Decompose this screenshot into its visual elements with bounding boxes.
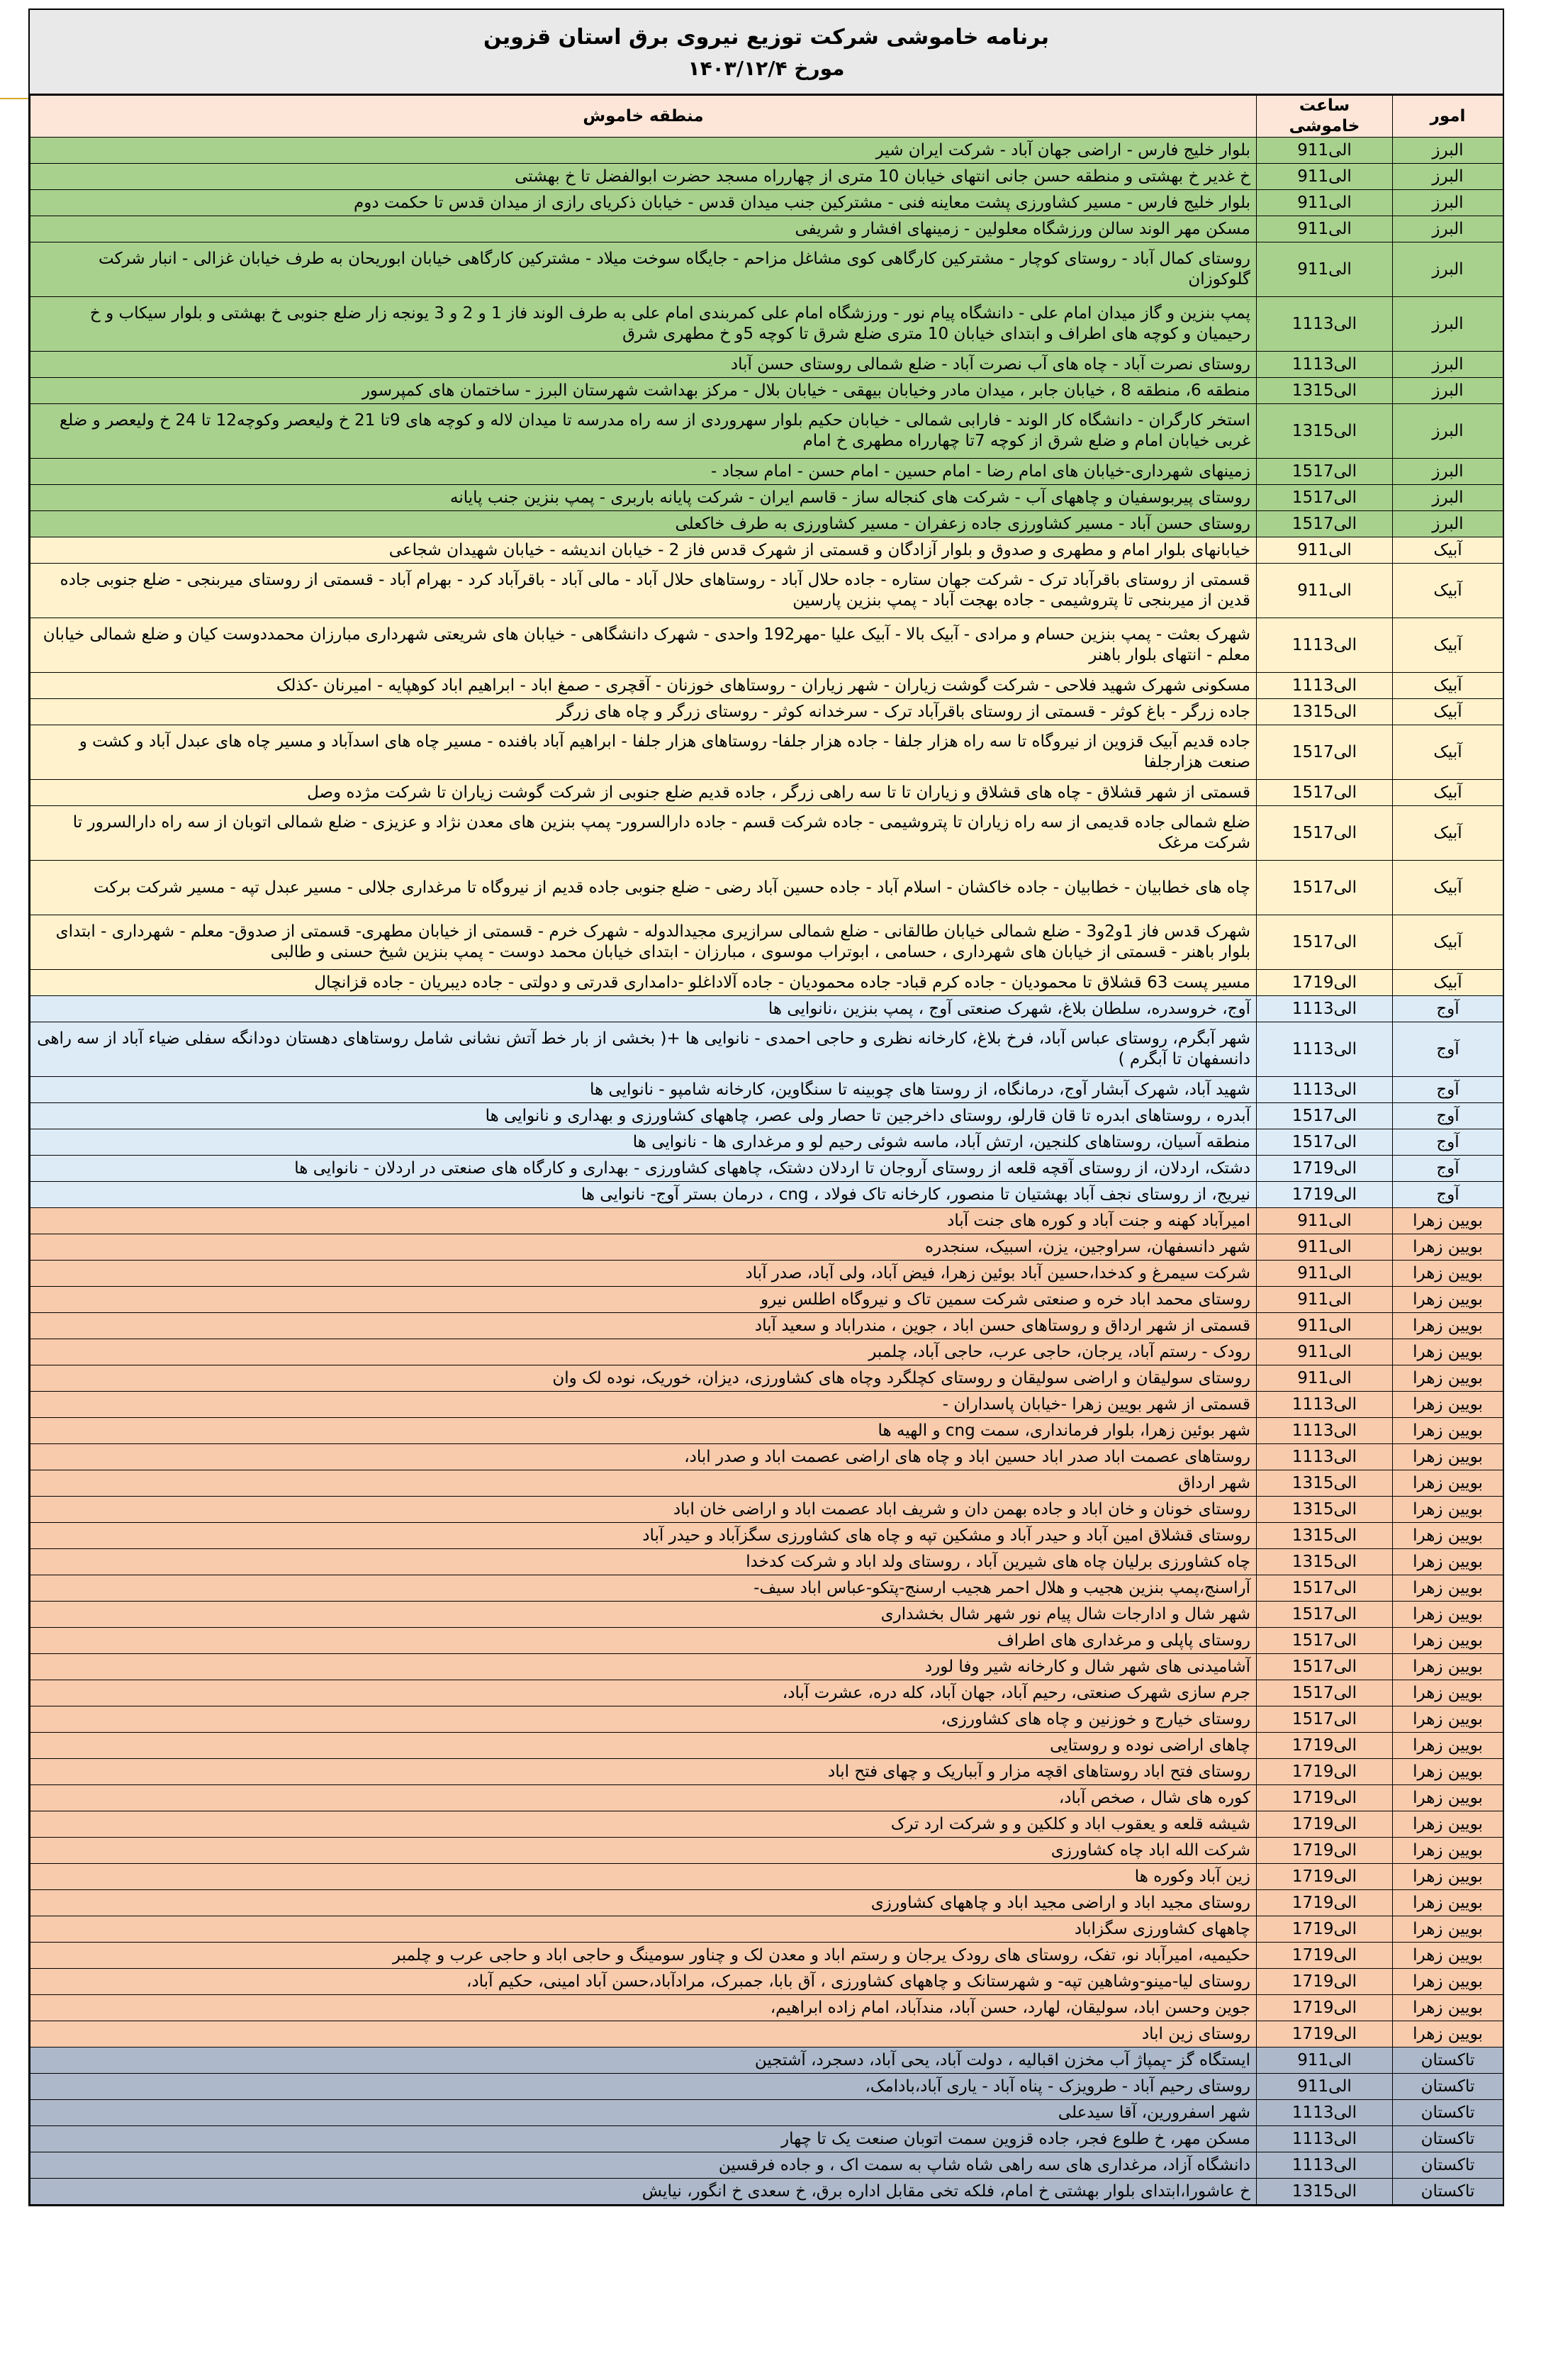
cell-time: 13الی15 [1257,378,1393,404]
table-row [30,1654,1503,1680]
cell-region: بویین زهرا [1393,1392,1503,1418]
table-row [30,618,1503,673]
cell-region: بویین زهرا [1393,1969,1503,1995]
cell-time: 17الی19 [1257,2021,1393,2047]
cell-time: 9الی11 [1257,2047,1393,2074]
cell-region: بویین زهرا [1393,1838,1503,1864]
cell-time: 13الی15 [1257,699,1393,725]
cell-time: 11الی13 [1257,618,1393,673]
cell-area: دشتک، اردلان، از روستای آقچه قلعه از روستای آروجان تا اردلان دشتک، چاههای کشاورزی - بهداری و کارگاه های صنعتی در اردلان - نانوایی ها [30,1156,1257,1182]
table-row [30,1261,1503,1287]
cell-area: روستای زین اباد [30,2021,1257,2047]
table-row [30,2100,1503,2126]
table-row [30,1838,1503,1864]
cell-area: روستای رحیم آباد - طرویزک - پناه آباد - یاری آباد،بادامک، [30,2074,1257,2100]
table-row [30,1706,1503,1733]
cell-area: چاه کشاورزی برلیان چاه های شیرین آباد ، روستای ولد اباد و شرکت کدخدا [30,1549,1257,1575]
cell-region: بویین زهرا [1393,1811,1503,1838]
cell-area: شهر ارداق [30,1470,1257,1497]
cell-time: 9الی11 [1257,1313,1393,1339]
cell-area: مسکن مهر الوند سالن ورزشگاه معلولین - زمینهای افشار و شریفی [30,216,1257,242]
cell-area: روستای خونان و خان اباد و جاده بهمن دان و شریف اباد عصمت اباد و اراضی خان اباد [30,1497,1257,1523]
cell-region: آبیک [1393,725,1503,780]
cell-region: آوج [1393,1077,1503,1103]
cell-region: البرز [1393,216,1503,242]
table-row [30,1234,1503,1261]
table-row [30,806,1503,861]
cell-time: 15الی17 [1257,725,1393,780]
schedule-document [28,9,1504,2206]
cell-time: 13الی15 [1257,2179,1393,2205]
cell-region: بویین زهرا [1393,2021,1503,2047]
cell-region: تاکستان [1393,2152,1503,2179]
cell-time: 17الی19 [1257,1759,1393,1785]
cell-region: البرز [1393,297,1503,352]
cell-time: 15الی17 [1257,1129,1393,1156]
cell-area: قسمتی از روستای باقرآباد ترک - شرکت جهان ستاره - جاده حلال آباد - روستاهای حلال آباد - مالی آباد - باقرآباد کرد - بهرام آباد - قسمتی از روستای میربنجی - ضلع جنوبی جاده قدین از میربنجی تا پتروشیمی - جاده بهجت آباد - پمپ بنزین پارسین [30,564,1257,618]
margin-line [0,98,28,99]
table-row [30,1995,1503,2021]
table-row [30,1523,1503,1549]
cell-region: آوج [1393,996,1503,1022]
cell-time: 15الی17 [1257,1602,1393,1628]
cell-region: بویین زهرا [1393,1733,1503,1759]
table-row [30,2021,1503,2047]
cell-region: بویین زهرا [1393,1995,1503,2021]
cell-region: آبیک [1393,970,1503,996]
cell-time: 17الی19 [1257,1969,1393,1995]
cell-region: البرز [1393,352,1503,378]
cell-time: 11الی13 [1257,2100,1393,2126]
page-date: مورخ ۱۴۰۳/۱۲/۴ [688,57,845,80]
table-row [30,2126,1503,2152]
table-row [30,1628,1503,1654]
cell-region: بویین زهرا [1393,1208,1503,1234]
cell-area: چاه های خطابیان - خطابیان - جاده خاکشان - اسلام آباد - جاده حسین آباد رضی - ضلع جنوبی جاده قدیم از نیروگاه تا مرغداری جلالی - مسیر عبدل تپه - مسیر شرکت برکت [30,861,1257,915]
cell-time: 15الی17 [1257,459,1393,485]
cell-time: 11الی13 [1257,2152,1393,2179]
table-row [30,537,1503,564]
cell-region: بویین زهرا [1393,1785,1503,1811]
cell-time: 15الی17 [1257,1628,1393,1654]
table-row [30,459,1503,485]
table-row [30,138,1503,164]
cell-time: 9الی11 [1257,216,1393,242]
cell-region: آوج [1393,1103,1503,1129]
cell-area: خ عاشورا،ابتدای بلوار بهشتی خ امام، فلکه تخی مقابل اداره برق، خ سعدی خ انگور، نیایش [30,2179,1257,2205]
cell-region: تاکستان [1393,2074,1503,2100]
table-row [30,1313,1503,1339]
cell-time: 9الی11 [1257,1287,1393,1313]
cell-region: البرز [1393,485,1503,511]
cell-region: البرز [1393,378,1503,404]
cell-area: شیشه قلعه و یعقوب اباد و کلکین و و شرکت ارد ترک [30,1811,1257,1838]
cell-time: 9الی11 [1257,190,1393,216]
cell-time: 9الی11 [1257,537,1393,564]
cell-region: تاکستان [1393,2126,1503,2152]
table-row [30,564,1503,618]
table-row [30,164,1503,190]
cell-area: مسکن مهر، خ طلوع فجر، جاده قزوین سمت اتوبان صنعت یک تا چهار [30,2126,1257,2152]
table-row [30,2047,1503,2074]
cell-time: 9الی11 [1257,1261,1393,1287]
cell-region: آوج [1393,1129,1503,1156]
cell-time: 9الی11 [1257,564,1393,618]
cell-time: 17الی19 [1257,1785,1393,1811]
table-row [30,1182,1503,1208]
cell-area: آبدره ، روستاهای ابدره تا قان قارلو، روستای داخرجین تا حصار ولی عصر، چاههای کشاورزی و بهداری و نانوایی ها [30,1103,1257,1129]
cell-time: 9الی11 [1257,1365,1393,1392]
table-row [30,378,1503,404]
table-row [30,1156,1503,1182]
cell-region: بویین زهرا [1393,1261,1503,1287]
table-row [30,1287,1503,1313]
cell-area: پمپ بنزین و گاز میدان امام علی - دانشگاه پیام نور - ورزشگاه امام علی کمربندی امام علی به طرف الوند فاز 1 و 2 و 3 یونجه زار ضلع جنوبی خ بهشتی و بلوار سیکاب و خ رحیمیان و کوچه های اطراف و ابتدای خیابان 10 متری ضلع شرق تا کوچه 5و خ مطهری شرق [30,297,1257,352]
cell-region: تاکستان [1393,2100,1503,2126]
cell-region: بویین زهرا [1393,1706,1503,1733]
cell-time: 15الی17 [1257,861,1393,915]
cell-time: 17الی19 [1257,1838,1393,1864]
cell-area: دانشگاه آزاد، مرغداری های سه راهی شاه شاپ به سمت اک ، و جاده فرقسین [30,2152,1257,2179]
table-row [30,1733,1503,1759]
cell-time: 17الی19 [1257,1733,1393,1759]
table-row [30,725,1503,780]
table-row [30,1497,1503,1523]
cell-region: آبیک [1393,699,1503,725]
cell-region: تاکستان [1393,2179,1503,2205]
cell-region: آبیک [1393,618,1503,673]
cell-time: 11الی13 [1257,1392,1393,1418]
cell-area: شهرک بعثت - پمپ بنزین حسام و مرادی - آبیک بالا - آبیک علیا -مهر192 واحدی - شهرک دانشگاهی - خیابان های شریعتی شهرداری مبارزان محمددوست کیان و ضلع شمالی خیابان معلم - انتهای بلوار باهنر [30,618,1257,673]
table-row [30,1890,1503,1916]
table-row [30,1392,1503,1418]
cell-area: روستای کمال آباد - روستای کوچار - مشترکین کارگاهی کوی مشاغل مزاحم - جایگاه سوخت میلاد - مشترکین کارگاهی خیابان ابوریحان به طرف خیابان غزالی - انبار شرکت گلوکوزان [30,242,1257,297]
cell-time: 15الی17 [1257,485,1393,511]
document-header [30,10,1503,95]
cell-area: کوره های شال ، صخص آباد، [30,1785,1257,1811]
cell-area: جوین وحسن اباد، سولیقان، لهارد، حسن آباد، مندآباد، امام زاده ابراهیم، [30,1995,1257,2021]
cell-area: بلوار خلیج فارس - مسیر کشاورزی پشت معاینه فنی - مشترکین جنب میدان قدس - خیابان ذکریای رازی از میدان قدس تا حکمت دوم [30,190,1257,216]
cell-region: بویین زهرا [1393,1890,1503,1916]
cell-area: شهر شال و ادارجات شال پیام نور شهر شال بخشداری [30,1602,1257,1628]
cell-time: 11الی13 [1257,2126,1393,2152]
cell-area: شهید آباد، شهرک آبشار آوج، درمانگاه، از روستا های چوبینه تا سنگاوین، کارخانه شامپو - نانوایی ها [30,1077,1257,1103]
cell-time: 15الی17 [1257,1103,1393,1129]
cell-area: خیابانهای بلوار امام و مطهری و صدوق و بلوار آزادگان و قسمتی از شهرک قدس فاز 2 - خیابان اندیشه - خیابان شهیدان شجاعی [30,537,1257,564]
header-region: امور [1393,96,1503,138]
cell-area: زمینهای شهرداری-خیابان های امام رضا - امام حسین - امام حسن - امام سجاد - [30,459,1257,485]
table-row [30,1575,1503,1602]
cell-area: رودک - رستم آباد، یرجان، حاجی عرب، حاجی آباد، چلمبر [30,1339,1257,1365]
cell-area: روستای حسن آباد - مسیر کشاورزی جاده زعفران - مسیر کشاورزی به طرف خاکعلی [30,511,1257,537]
cell-region: بویین زهرا [1393,1287,1503,1313]
table-row [30,1680,1503,1706]
cell-area: روستای مجید اباد و اراضی مجید اباد و چاههای کشاورزی [30,1890,1257,1916]
table-row [30,1339,1503,1365]
cell-region: بویین زهرا [1393,1602,1503,1628]
table-row [30,352,1503,378]
cell-time: 17الی19 [1257,1995,1393,2021]
table-row [30,699,1503,725]
table-row [30,970,1503,996]
cell-area: حکیمیه، امیرآباد نو، تفک، روستای های رودک یرجان و رستم اباد و معدن لک و چناور سومینگ و حاجی اباد و حاجی عرب و چلمبر [30,1943,1257,1969]
cell-region: بویین زهرا [1393,1628,1503,1654]
table-row [30,1022,1503,1077]
table-row [30,996,1503,1022]
cell-time: 11الی13 [1257,1077,1393,1103]
cell-region: البرز [1393,242,1503,297]
cell-time: 15الی17 [1257,1575,1393,1602]
cell-region: بویین زهرا [1393,1575,1503,1602]
cell-area: روستای فتح اباد روستاهای اقچه مزار و آبباریک و چهای فتح اباد [30,1759,1257,1785]
table-row [30,1470,1503,1497]
cell-area: قسمتی از شهر بویین زهرا -خیابان پاسداران - [30,1392,1257,1418]
table-row [30,1549,1503,1575]
cell-area: جاده قدیم آبیک قزوین از نیروگاه تا سه راه هزار جلفا - جاده هزار جلفا- روستاهای هزار جلفا - ابراهیم آباد بافنده - مسیر چاه های اسدآباد و مسیر چاه های عبدل آباد و کشت و صنعت هزارجلفا [30,725,1257,780]
cell-region: بویین زهرا [1393,1943,1503,1969]
cell-region: بویین زهرا [1393,1654,1503,1680]
cell-area: ایستگاه گز -پمپاژ آب مخزن اقبالیه ، دولت آباد، یحی آباد، دسجرد، آشتجین [30,2047,1257,2074]
cell-area: نیریج، از روستای نجف آباد بهشتیان تا منصور، کارخانه تاک فولاد ، cng ، درمان بستر آوج- نانوایی ها [30,1182,1257,1208]
cell-time: 13الی15 [1257,1549,1393,1575]
table-row [30,485,1503,511]
cell-time: 15الی17 [1257,780,1393,806]
cell-area: منطقه آسیان، روستاهای کلنجین، ارتش آباد، ماسه شوئی رحیم لو و مرغداری ها - نانوایی ها [30,1129,1257,1156]
cell-time: 15الی17 [1257,1680,1393,1706]
cell-area: مسیر پست 63 قشلاق تا محمودیان - جاده کرم قباد- جاده محمودیان - جاده آلاداغلو -دامداری قدرتی و دولتی - جاده دیبریان - جاده قزانچال [30,970,1257,996]
cell-area: روستای پاپلی و مرغداری های اطراف [30,1628,1257,1654]
cell-region: البرز [1393,511,1503,537]
table-row [30,190,1503,216]
cell-time: 9الی11 [1257,1208,1393,1234]
table-row [30,1864,1503,1890]
table-row [30,1418,1503,1444]
cell-area: قسمتی از شهر ارداق و روستاهای حسن اباد ، جوین ، مندراباد و سعید آباد [30,1313,1257,1339]
table-row [30,242,1503,297]
cell-time: 11الی13 [1257,1444,1393,1470]
cell-time: 9الی11 [1257,2074,1393,2100]
cell-area: شهرک قدس فاز 1و2و3 - ضلع شمالی خیابان طالقانی - ضلع شمالی سرازیری مجیدالدوله - شهرک خرم - قسمتی از خیابان مطهری- قسمتی از صدوق- معلم - شهرداری - ابتدای بلوار باهنر - قسمتی از خیابان های شهرداری ، حسامی ، ابوتراب موسوی ، مبارزان - ابتدای خیابان محمد دوست - پمپ بنزین شیخ حسنی و طالبی [30,915,1257,970]
cell-region: آبیک [1393,564,1503,618]
cell-area: روستاهای عصمت اباد صدر اباد حسین اباد و چاه های اراضی عصمت اباد و صدر اباد، [30,1444,1257,1470]
cell-time: 11الی13 [1257,352,1393,378]
cell-area: آوج، خروسدره، سلطان بلاغ، شهرک صنعتی آوج ، پمپ بنزین ،نانوایی ها [30,996,1257,1022]
cell-time: 11الی13 [1257,673,1393,699]
cell-area: شرکت الله اباد چاه کشاورزی [30,1838,1257,1864]
cell-region: بویین زهرا [1393,1234,1503,1261]
cell-region: آبیک [1393,806,1503,861]
table-row [30,1785,1503,1811]
cell-region: بویین زهرا [1393,1549,1503,1575]
cell-area: منطقه 6، منطقه 8 ، خیابان جابر ، میدان مادر وخیابان بیهقی - خیابان بلال - مرکز بهداشت شهرستان البرز - ساختمان های کمپرسور [30,378,1257,404]
cell-area: روستای نصرت آباد - چاه های آب نصرت آباد - ضلع شمالی روستای حسن آباد [30,352,1257,378]
cell-area: شهر دانسفهان، سراوجین، یزن، اسبیک، سنجدره [30,1234,1257,1261]
cell-region: البرز [1393,164,1503,190]
cell-region: تاکستان [1393,2047,1503,2074]
cell-region: بویین زهرا [1393,1864,1503,1890]
cell-area: آشامیدنی های شهر شال و کارخانه شیر وفا لورد [30,1654,1257,1680]
cell-time: 11الی13 [1257,297,1393,352]
cell-region: بویین زهرا [1393,1339,1503,1365]
cell-area: شهر آبگرم، روستای عباس آباد، فرخ بلاغ، کارخانه نظری و حاجی احمدی - نانوایی ها +( بخشی از بار خط آتش نشانی شامل روستاهای دهستان دودانگه سفلی ضیاء آباد از سه راهی دانسفهان تا آبگرم ) [30,1022,1257,1077]
table-row [30,1916,1503,1943]
table-row [30,404,1503,459]
cell-time: 9الی11 [1257,242,1393,297]
table-row [30,511,1503,537]
cell-time: 17الی19 [1257,1156,1393,1182]
cell-time: 17الی19 [1257,1916,1393,1943]
cell-region: آبیک [1393,673,1503,699]
cell-time: 15الی17 [1257,1654,1393,1680]
cell-region: آوج [1393,1022,1503,1077]
cell-area: مسکونی شهرک شهید فلاحی - شرکت گوشت زیاران - شهر زیاران - روستاهای خوزنان - آقچری - صمغ اباد - ابراهیم اباد کوهپایه - امیرنان -کذلک [30,673,1257,699]
table-row [30,1444,1503,1470]
cell-area: چاههای کشاورزی سگزاباد [30,1916,1257,1943]
cell-area: روستای محمد اباد خره و صنعتی شرکت سمین تاک و نیروگاه اطلس نیرو [30,1287,1257,1313]
cell-area: روستای قشلاق امین آباد و حیدر آباد و مشکین تپه و چاه های کشاورزی سگزآباد و حیدر آباد [30,1523,1257,1549]
cell-area: روستای لیا-مینو-وشاهین تپه- و شهرستانک و چاههای کشاورزی ، آق بابا، جمبرک، مرادآباد،حسن آباد امینی، حکیم آباد، [30,1969,1257,1995]
table-row [30,1208,1503,1234]
cell-time: 11الی13 [1257,1022,1393,1077]
cell-area: استخر کارگران - دانشگاه کار الوند - فارابی شمالی - خیابان حکیم بلوار سهروردی از سه راه مدرسه تا میدان لاله و کوچه های 9تا 21 خ ولیعصر وکوچه12 تا 24 خ ولیعصر و ضلع غربی خیابان امام و ضلع شرق از کوچه 7تا چهارراه مطهری خ امام [30,404,1257,459]
cell-time: 15الی17 [1257,806,1393,861]
page-title: برنامه خاموشی شرکت توزیع نیروی برق استان قزوین [483,25,1050,50]
cell-time: 9الی11 [1257,1234,1393,1261]
cell-region: بویین زهرا [1393,1523,1503,1549]
cell-region: آبیک [1393,915,1503,970]
table-row [30,915,1503,970]
outage-table [30,95,1503,2205]
cell-region: بویین زهرا [1393,1680,1503,1706]
cell-area: روستای خیارج و خوزنین و چاه های کشاورزی، [30,1706,1257,1733]
cell-region: آبیک [1393,861,1503,915]
header-time: ساعت خاموشی [1257,96,1393,138]
table-row [30,1969,1503,1995]
cell-area: قسمتی از شهر قشلاق - چاه های قشلاق و زیاران تا تا سه راهی زرگر ، جاده قدیم ضلع جنوبی از شرکت گوشت زیاران تا شرکت مژده وصل [30,780,1257,806]
cell-time: 11الی13 [1257,996,1393,1022]
cell-region: آوج [1393,1156,1503,1182]
cell-time: 11الی13 [1257,1418,1393,1444]
cell-region: آبیک [1393,780,1503,806]
cell-region: بویین زهرا [1393,1916,1503,1943]
table-header-row [30,96,1503,138]
cell-time: 9الی11 [1257,138,1393,164]
cell-time: 13الی15 [1257,404,1393,459]
table-row [30,780,1503,806]
cell-region: بویین زهرا [1393,1444,1503,1470]
cell-region: بویین زهرا [1393,1759,1503,1785]
table-row [30,297,1503,352]
cell-region: البرز [1393,138,1503,164]
cell-time: 17الی19 [1257,1182,1393,1208]
cell-area: خ غدیر خ بهشتی و منطقه حسن جانی انتهای خیابان 10 متری از چهارراه مسجد حضرت ابوالفضل تا خ بهشتی [30,164,1257,190]
cell-time: 13الی15 [1257,1497,1393,1523]
table-row [30,1943,1503,1969]
table-row [30,673,1503,699]
table-row [30,2152,1503,2179]
cell-area: شرکت سیمرغ و کدخدا،حسین آباد بوئین زهرا، فیض آباد، ولی آباد، صدر آباد [30,1261,1257,1287]
cell-time: 17الی19 [1257,1943,1393,1969]
cell-time: 9الی11 [1257,164,1393,190]
table-row [30,1811,1503,1838]
cell-area: جاده زرگر - باغ کوثر - قسمتی از روستای باقرآباد ترک - سرخدانه کوثر - روستای زرگر و چاه های زرگر [30,699,1257,725]
cell-area: آراسنج،پمپ بنزین هجیب و هلال احمر هجیب ارسنج-پتکو-عباس اباد سیف- [30,1575,1257,1602]
cell-time: 17الی19 [1257,970,1393,996]
cell-region: بویین زهرا [1393,1365,1503,1392]
cell-region: بویین زهرا [1393,1313,1503,1339]
table-row [30,1103,1503,1129]
cell-time: 13الی15 [1257,1470,1393,1497]
table-row [30,2179,1503,2205]
cell-region: البرز [1393,190,1503,216]
cell-time: 15الی17 [1257,915,1393,970]
cell-area: بلوار خلیج فارس - اراضی جهان آباد - شرکت ایران شیر [30,138,1257,164]
cell-area: شهر بوئین زهرا، بلوار فرمانداری، سمت cng و الهیه ها [30,1418,1257,1444]
cell-region: آبیک [1393,537,1503,564]
cell-region: آوج [1393,1182,1503,1208]
cell-area: امیرآباد کهنه و جنت آباد و کوره های جنت آباد [30,1208,1257,1234]
cell-time: 17الی19 [1257,1890,1393,1916]
table-row [30,1365,1503,1392]
cell-area: شهر اسفرورین، آقا سیدعلی [30,2100,1257,2126]
cell-time: 15الی17 [1257,511,1393,537]
table-row [30,1077,1503,1103]
table-row [30,216,1503,242]
table-row [30,861,1503,915]
cell-time: 13الی15 [1257,1523,1393,1549]
cell-time: 15الی17 [1257,1706,1393,1733]
cell-area: ضلع شمالی جاده قدیمی از سه راه زیاران تا پتروشیمی - جاده شرکت قسم - جاده دارالسرور- پمپ بنزین های معدن نژاد و عزیزی - ضلع شمالی اتوبان از سه راه دارالسرور تا شرکت مرغک [30,806,1257,861]
cell-time: 17الی19 [1257,1864,1393,1890]
table-row [30,2074,1503,2100]
table-row [30,1129,1503,1156]
cell-area: زین آباد وکوره ها [30,1864,1257,1890]
table-row [30,1602,1503,1628]
cell-region: بویین زهرا [1393,1470,1503,1497]
cell-region: بویین زهرا [1393,1497,1503,1523]
cell-region: البرز [1393,404,1503,459]
cell-area: چاهای اراضی نوده و روستایی [30,1733,1257,1759]
cell-area: روستای پیربوسفیان و چاههای آب - شرکت های کنجاله ساز - قاسم ایران - شرکت پایانه باربری - پمپ بنزین جنب پایانه [30,485,1257,511]
cell-area: جرم سازی شهرک صنعتی، رحیم آباد، جهان آباد، کله دره، عشرت آباد، [30,1680,1257,1706]
cell-time: 9الی11 [1257,1339,1393,1365]
table-row [30,1759,1503,1785]
table-body [30,138,1503,2205]
cell-region: البرز [1393,459,1503,485]
cell-area: روستای سولیقان و اراضی سولیقان و روستای کچلگرد وچاه های کشاورزی، دیزان، خوریک، نوده لک وان [30,1365,1257,1392]
cell-time: 17الی19 [1257,1811,1393,1838]
cell-region: بویین زهرا [1393,1418,1503,1444]
header-area: منطقه خاموش [30,96,1257,138]
